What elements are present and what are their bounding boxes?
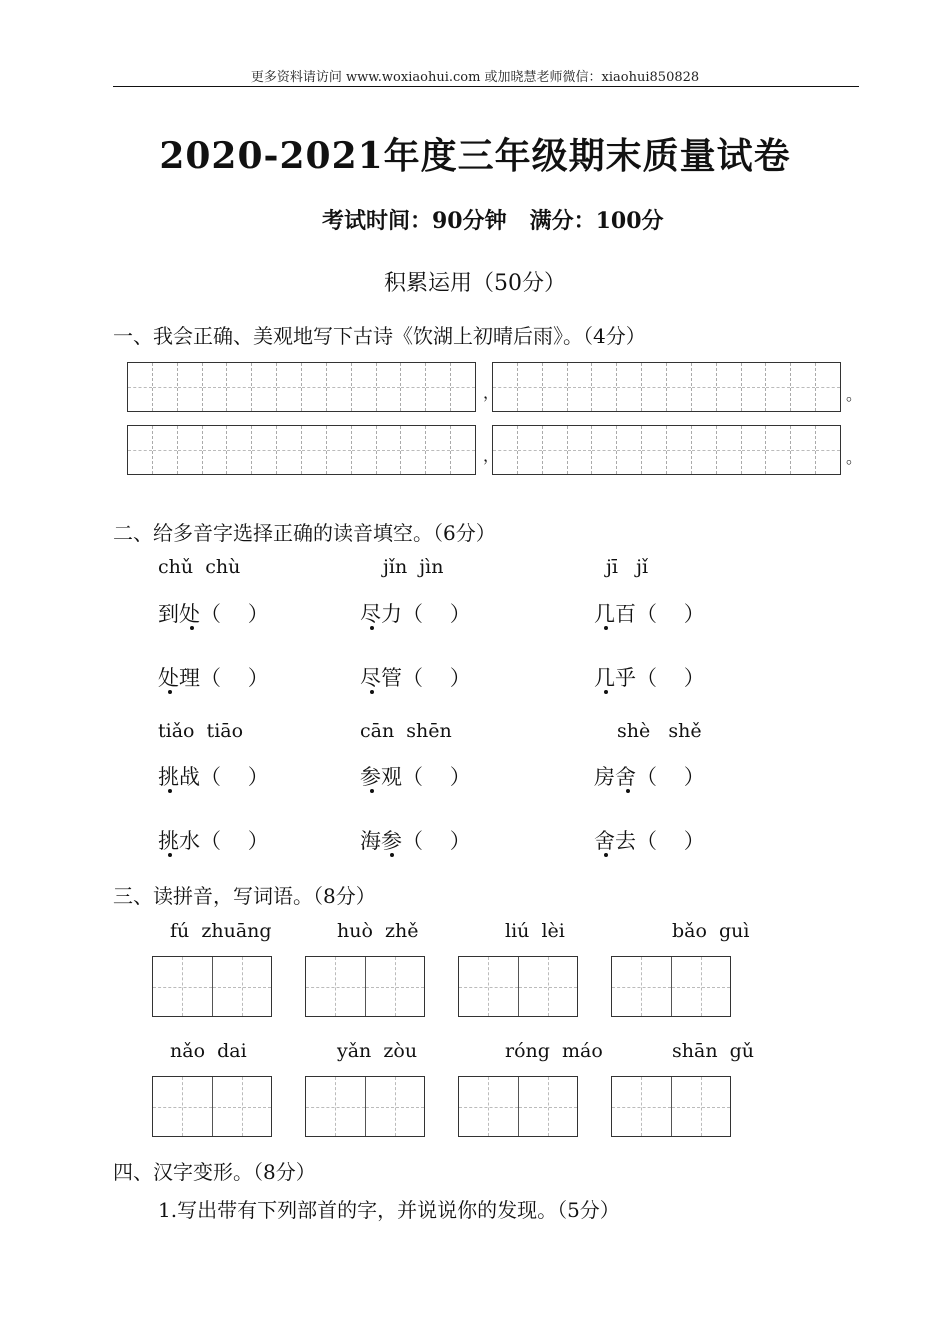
q1-title: 一、我会正确、美观地写下古诗《饮湖上初晴后雨》。（4分）	[113, 324, 646, 348]
emphasis-dot	[390, 853, 394, 857]
item-canguan[interactable]: 参观（ ）	[360, 765, 471, 789]
answer-box-fuzhuang[interactable]	[152, 956, 272, 1017]
poem-line-4[interactable]	[492, 425, 841, 475]
answer-box-rongmao[interactable]	[458, 1076, 578, 1137]
pinyin-chu: chǔ chù	[158, 556, 241, 578]
item-tiaozhan[interactable]: 挑战（ ）	[158, 765, 269, 789]
answer-box-yanzou[interactable]	[305, 1076, 425, 1137]
pinyin-yanzou: yǎn zòu	[337, 1040, 418, 1062]
pinyin-fuzhuang: fú zhuāng	[170, 920, 272, 942]
poem-line-3[interactable]	[127, 425, 476, 475]
pinyin-ji: jī jǐ	[606, 556, 649, 578]
pinyin-tiao: tiǎo tiāo	[158, 720, 244, 742]
q4-title: 四、汉字变形。（8分）	[113, 1160, 316, 1184]
emphasis-dot	[604, 853, 608, 857]
emphasis-dot	[190, 626, 194, 630]
answer-box-shangu[interactable]	[611, 1076, 731, 1137]
exam-subtitle: 考试时间：90分钟 满分：100分	[322, 208, 664, 234]
q3-title: 三、读拼音，写词语。（8分）	[113, 884, 376, 908]
poem-comma-2: ，	[483, 446, 500, 465]
poem-comma-1: ，	[483, 383, 500, 402]
emphasis-dot	[168, 789, 172, 793]
pinyin-liulei: liú lèi	[505, 920, 565, 942]
item-sheqv[interactable]: 舍去（ ）	[594, 829, 705, 853]
poem-period-2: 。	[846, 448, 863, 467]
answer-box-huozhe[interactable]	[305, 956, 425, 1017]
item-jihu[interactable]: 几乎（ ）	[594, 666, 705, 690]
emphasis-dot	[604, 626, 608, 630]
poem-period-1: 。	[846, 385, 863, 404]
emphasis-dot	[370, 626, 374, 630]
emphasis-dot	[168, 853, 172, 857]
emphasis-dot	[604, 690, 608, 694]
emphasis-dot	[370, 789, 374, 793]
q4-sub1: 1.写出带有下列部首的字，并说说你的发现。（5分）	[158, 1198, 620, 1222]
q2-title: 二、给多音字选择正确的读音填空。（6分）	[113, 521, 496, 545]
emphasis-dot	[626, 789, 630, 793]
header-rule	[113, 86, 859, 87]
item-jibai[interactable]: 几百（ ）	[594, 602, 705, 626]
item-daochu[interactable]: 到处（ ）	[158, 602, 269, 626]
poem-line-1[interactable]	[127, 362, 476, 412]
poem-line-2[interactable]	[492, 362, 841, 412]
answer-box-liulei[interactable]	[458, 956, 578, 1017]
item-tiaoshui[interactable]: 挑水（ ）	[158, 829, 269, 853]
pinyin-rongmao: róng máo	[505, 1040, 603, 1062]
emphasis-dot	[168, 690, 172, 694]
pinyin-baogui: bǎo guì	[672, 920, 750, 942]
item-jinli[interactable]: 尽力（ ）	[360, 602, 471, 626]
emphasis-dot	[370, 690, 374, 694]
item-chuli[interactable]: 处理（ ）	[158, 666, 269, 690]
item-haishen[interactable]: 海参（ ）	[360, 829, 471, 853]
pinyin-she: shè shě	[617, 720, 702, 742]
header-note: 更多资料请访问 www.woxiaohui.com 或加晓慧老师微信：xiaohui850828	[250, 70, 700, 85]
exam-title: 2020-2021年度三年级期末质量试卷	[159, 135, 791, 177]
pinyin-huozhe: huò zhě	[337, 920, 419, 942]
pinyin-shangu: shān gǔ	[672, 1040, 755, 1062]
pinyin-jin: jǐn jìn	[383, 556, 444, 578]
answer-box-baogui[interactable]	[611, 956, 731, 1017]
pinyin-naodai: nǎo dai	[170, 1040, 247, 1062]
item-jinguan[interactable]: 尽管（ ）	[360, 666, 471, 690]
section-title: 积累运用（50分）	[384, 271, 566, 296]
answer-box-naodai[interactable]	[152, 1076, 272, 1137]
item-fangshe[interactable]: 房舍（ ）	[594, 765, 705, 789]
pinyin-can: cān shēn	[360, 720, 452, 742]
